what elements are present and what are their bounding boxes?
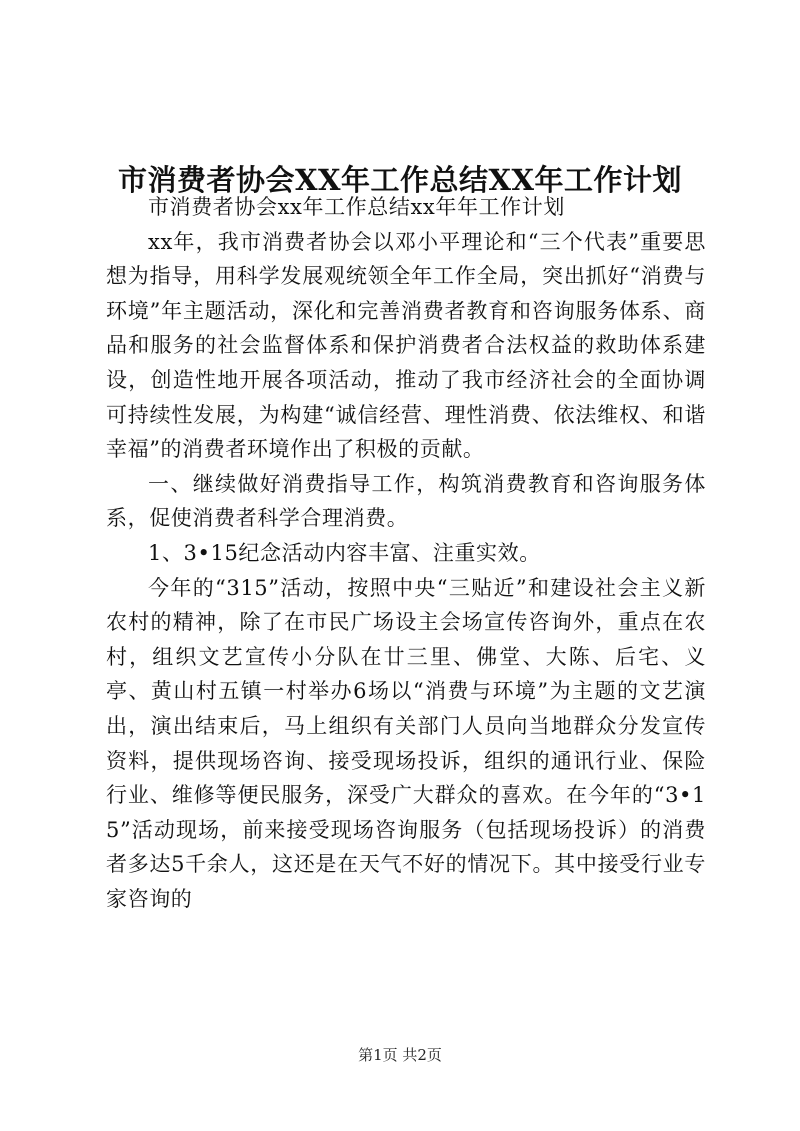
page-footer: 第1页 共2页 xyxy=(358,1046,442,1064)
subsection-heading-paragraph: 1、3•15纪念活动内容丰富、注重实效。 xyxy=(148,540,541,565)
activity-paragraph: 今年的“315”活动，按照中央“三贴近”和建设社会主义新农村的精神，除了在市民广场设主会场宣传咨询外，重点在农村，组织文艺宣传小分队在廿三里、佛堂、大陈、后宅、义亭、黄山村五镇一村举办6场以“消费与环境”为主题的文艺演出，演出结束后，马上组织有关部门人员向当地群众分发宣传资料，提供现场咨询、接受现场投诉，组织的通讯行业、保险行业、维修等便民服务，深受广大群众的喜欢。在今年的“3•15”活动现场，前来接受现场咨询服务（包括现场投诉）的消费者多达5千余人，这还是在天气不好的情况下。其中接受行业专家咨询的 xyxy=(106,575,706,911)
subtitle-paragraph: 市消费者协会xx年工作总结xx年年工作计划 xyxy=(148,195,565,219)
section-heading-paragraph: 一、继续做好消费指导工作，构筑消费教育和咨询服务体系，促使消费者科学合理消费。 xyxy=(106,471,706,531)
document-body xyxy=(106,190,706,916)
intro-paragraph: xx年，我市消费者协会以邓小平理论和“三个代表”重要思想为指导，用科学发展观统领全年工作全局，突出抓好“消费与环境”年主题活动，深化和完善消费者教育和咨询服务体系、商品和服务的社会监督体系和保护消费者合法权益的救助体系建设，创造性地开展各项活动，推动了我市经济社会的全面协调可持续性发展，为构建“诚信经营、理性消费、依法维权、和谐幸福”的消费者环境作出了积极的贡献。 xyxy=(106,229,706,462)
document-title: 市消费者协会XX年工作总结XX年工作计划 xyxy=(117,163,682,198)
